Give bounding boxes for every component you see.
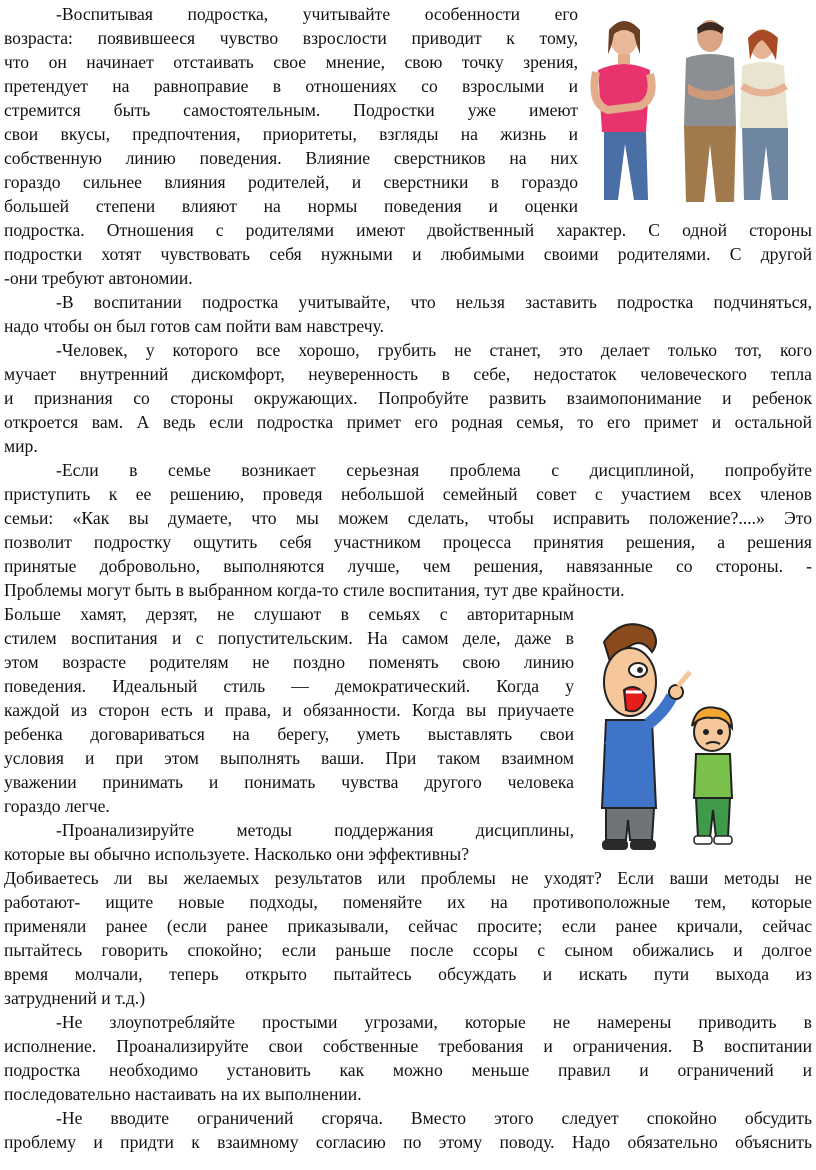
text-line: работают- ищите новые подходы, поменяйте их на противоположные тем, которые xyxy=(4,892,812,912)
text-line: -они требуют автономии. xyxy=(4,268,193,288)
text-line: Больше хамят, дерзят, не слушают в семьях с авторитарным xyxy=(4,604,574,624)
text-line: -Если в семье возникает серьезная проблема с дисциплиной, попробуйте xyxy=(56,460,812,480)
text-line: поведения. Идеальный стиль — демократический. Когда у xyxy=(4,676,574,696)
text-line: семьи: «Как вы думаете, что мы можем сделать, чтобы исправить положение?....» Это xyxy=(4,508,812,528)
text-line: свои вкусы, предпочтения, приоритеты, взгляды на жизнь и xyxy=(4,124,578,144)
text-line: возраста: появившееся чувство взрослости приводит к тому, xyxy=(4,28,578,48)
text-line: подростки хотят чувствовать себя нужными и любимыми своими родителями. С другой xyxy=(4,244,812,264)
text-line: уважении принимать и понимать чувства другого человека xyxy=(4,772,574,792)
text-line: -В воспитании подростка учитывайте, что нельзя заставить подростка подчиняться, xyxy=(56,292,812,312)
text-line: откроется вам. А ведь если подростка примет его родная семья, то его примет и остальной xyxy=(4,412,812,432)
teen-and-parents-photo xyxy=(584,14,812,210)
text-line: которые вы обычно используете. Насколько они эффективны? xyxy=(4,844,470,864)
text-line: ребенка договариваться на берегу, уметь выставлять свои xyxy=(4,724,574,744)
text-line: этом возрасте родителям не поздно поменять свою линию xyxy=(4,652,574,672)
text-line: -Проанализируйте методы поддержания дисциплины, xyxy=(56,820,574,840)
text-line: проблему и придти к взаимному согласию по этому поводу. Надо обязательно объяснить xyxy=(4,1132,812,1152)
text-line: время молчали, теперь открыто пытайтесь обсуждать и искать пути выхода из xyxy=(4,964,812,984)
text-line: каждой из сторон есть и права, и обязанности. Когда вы приучаете xyxy=(4,700,574,720)
text-line: -Не злоупотребляйте простыми угрозами, которые не намерены приводить в xyxy=(56,1012,812,1032)
teen-girl-figure xyxy=(595,21,652,200)
mother-figure xyxy=(740,29,788,200)
text-line: последовательно настаивать на их выполнении. xyxy=(4,1084,362,1104)
text-line: гораздо сильнее влияния родителей, и сверстники в гораздо xyxy=(4,172,578,192)
text-line: и признания со стороны окружающих. Попробуйте развить взаимопонимание и ребенок xyxy=(4,388,812,408)
text-line: мир. xyxy=(4,436,38,456)
text-line: мучает внутренний дискомфорт, неуверенность в себе, недостаток человеческого тепла xyxy=(4,364,812,384)
text-line: принятые добровольно, выполняются лучше, чем решения, навязанные со стороны. - xyxy=(4,556,812,576)
text-line: стремится быть самостоятельным. Подростки уже имеют xyxy=(4,100,578,120)
text-line: большей степени влияют на нормы поведения и оценки xyxy=(4,196,578,216)
text-line: пытайтесь говорить спокойно; если раньше после ссоры с сыном обижались и долгое xyxy=(4,940,812,960)
text-line: собственную линию поведения. Влияние сверстников на них xyxy=(4,148,578,168)
child-figure xyxy=(692,707,732,844)
text-line: приступить к ее решению, проведя небольшой семейный совет с участием всех членов xyxy=(4,484,812,504)
angry-father-figure xyxy=(602,624,690,850)
text-line: -Не вводите ограничений сгоряча. Вместо этого следует спокойно обсудить xyxy=(56,1108,812,1128)
text-line: что он начинает отстаивать свое мнение, свою точку зрения, xyxy=(4,52,578,72)
text-line: надо чтобы он был готов сам пойти вам навстречу. xyxy=(4,316,385,336)
text-line: подростка. Отношения с родителями имеют двойственный характер. С одной стороны xyxy=(4,220,812,240)
text-line: подростка необходимо установить как можно меньше правил и ограничений и xyxy=(4,1060,812,1080)
text-line: позволит подростку ощутить себя участником процесса принятия решения, а решения xyxy=(4,532,812,552)
text-line: применяли ранее (если ранее приказывали, сейчас просите; если ранее кричали, сейчас xyxy=(4,916,812,936)
text-line: -Воспитывая подростка, учитывайте особенности его xyxy=(56,4,578,24)
angry-father-and-child-illustration xyxy=(586,612,754,856)
text-line: стилем воспитания и с попустительским. На самом деле, даже в xyxy=(4,628,574,648)
text-line: Добиваетесь ли вы желаемых результатов или проблемы не уходят? Если ваши методы не xyxy=(4,868,812,888)
father-figure xyxy=(684,20,736,202)
text-line: условия и при этом выполнять ваши. При таком взаимном xyxy=(4,748,574,768)
text-line: претендует на равноправие в отношениях со взрослыми и xyxy=(4,76,578,96)
text-line: -Человек, у которого все хорошо, грубить не станет, это делает только тот, кого xyxy=(56,340,812,360)
text-line: Проблемы могут быть в выбранном когда-то стиле воспитания, тут две крайности. xyxy=(4,580,625,600)
text-line: исполнение. Проанализируйте свои собственные требования и ограничения. В воспитании xyxy=(4,1036,812,1056)
text-line: затруднений и т.д.) xyxy=(4,988,146,1008)
text-line: гораздо легче. xyxy=(4,796,110,816)
